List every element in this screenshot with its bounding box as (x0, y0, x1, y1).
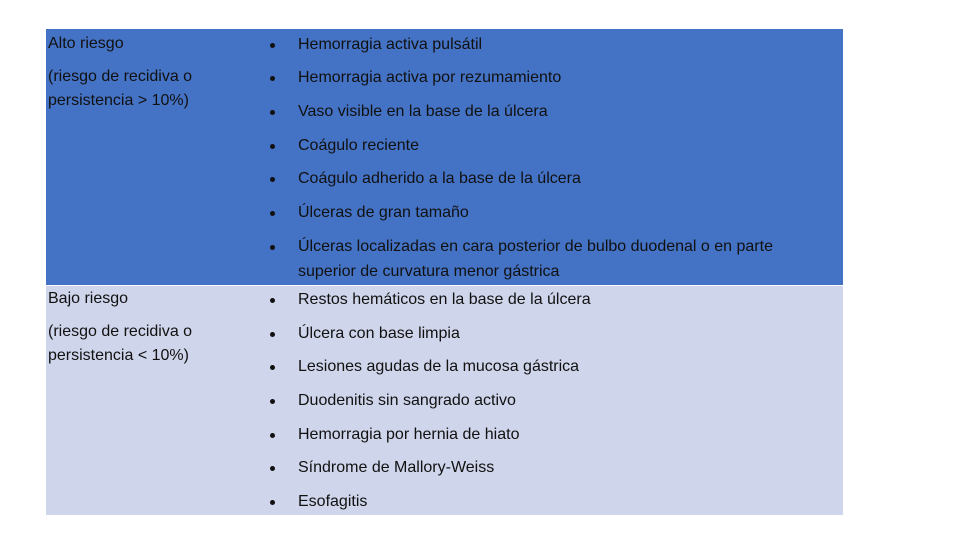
bullet-icon (270, 433, 275, 438)
bullet-icon (270, 466, 275, 471)
list-item-text: Hemorragia por hernia de hiato (298, 426, 520, 443)
list-item-text: Esofagitis (298, 493, 368, 510)
list-item-text: Úlceras localizadas en cara posterior de bulbo duodenal o en parte superior de curvatura menor gástrica (298, 238, 773, 280)
high-risk-section (46, 29, 843, 286)
list-item-text: Hemorragia activa pulsátil (298, 36, 483, 53)
low-risk-label (48, 287, 248, 368)
list-item-text: Coágulo reciente (298, 137, 419, 154)
list-item-text: Restos hemáticos en la base de la úlcera (298, 291, 591, 308)
high-risk-label (48, 32, 248, 113)
list-item-text: Coágulo adherido a la base de la úlcera (298, 170, 581, 187)
bullet-icon (270, 110, 275, 115)
list-item-text: Síndrome de Mallory-Weiss (298, 459, 495, 476)
bullet-icon (270, 76, 275, 81)
list-item-text: Vaso visible en la base de la úlcera (298, 103, 548, 120)
bullet-icon (270, 245, 275, 250)
low-risk-subtitle-line-1: (riesgo de recidiva o (48, 323, 193, 340)
bullet-icon (270, 500, 275, 505)
bullet-icon (270, 399, 275, 404)
bullet-icon (270, 298, 275, 303)
bullet-icon (270, 332, 275, 337)
low-risk-title: Bajo riesgo (48, 290, 129, 307)
bullet-icon (270, 43, 275, 48)
list-item-text: Úlcera con base limpia (298, 325, 460, 342)
bullet-icon (270, 177, 275, 182)
bullet-icon (270, 365, 275, 370)
high-risk-subtitle-line-1: (riesgo de recidiva o (48, 68, 193, 85)
risk-table (46, 29, 843, 515)
bullet-icon (270, 144, 275, 149)
list-item-text: Úlceras de gran tamaño (298, 204, 469, 221)
low-risk-subtitle-line-2: persistencia < 10%) (48, 347, 189, 364)
high-risk-subtitle-line-2: persistencia > 10%) (48, 92, 189, 109)
list-item-text: Duodenitis sin sangrado activo (298, 392, 516, 409)
list-item-text: Lesiones agudas de la mucosa gástrica (298, 358, 580, 375)
bullet-icon (270, 211, 275, 216)
list-item-text: Hemorragia activa por rezumamiento (298, 69, 562, 86)
high-risk-title: Alto riesgo (48, 35, 124, 52)
low-risk-section (46, 286, 843, 515)
